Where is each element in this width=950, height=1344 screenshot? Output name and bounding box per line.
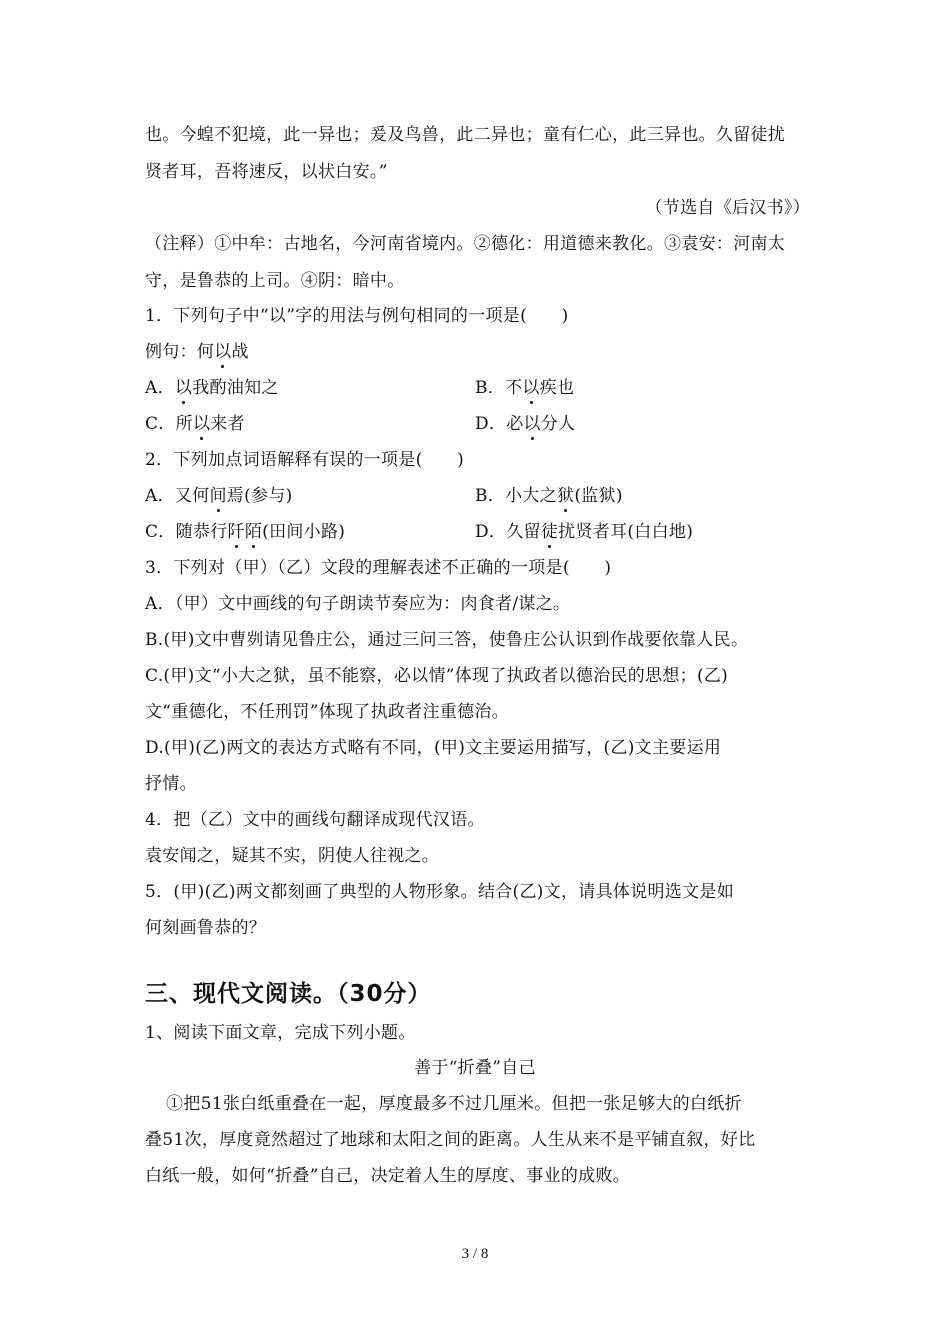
emphasis-dot: 阡: [227, 522, 245, 542]
annotation-line-2: 守，是鲁恭的上司。④阴：暗中。: [145, 271, 405, 291]
source-citation: （节选自《后汉书》）: [645, 198, 810, 218]
q1-option-b: B．不以疾也: [475, 378, 575, 398]
q2-option-d: D．久留徒扰贤者耳(白白地): [475, 522, 694, 542]
classical-text-line-1: 也。今蝗不犯境，此一异也；爰及鸟兽，此二异也；童有仁心，此三异也。久留徒扰: [145, 125, 786, 145]
section-intro: 1、阅读下面文章，完成下列小题。: [145, 1023, 416, 1043]
section-heading: 三、现代文阅读。（30分）: [145, 981, 432, 1007]
q2-option-b: B．小大之狱(监狱): [475, 486, 623, 506]
q1-example: 例句：何以战: [145, 342, 249, 362]
emphasis-dot: 以: [523, 414, 541, 434]
emphasis-dot: 以: [192, 414, 211, 434]
emphasis-dot: 以: [522, 378, 540, 398]
q3-line-5: D.(甲)(乙)两文的表达方式略有不同，(甲)文主要运用描写，(乙)文主要运用: [145, 738, 722, 758]
q3-line-3: C.(甲)文“小大之狱，虽不能察，必以情”体现了执政者以德治民的思想；(乙): [145, 666, 729, 686]
article-para-line-2: 叠51次，厚度竟然超过了地球和太阳之间的距离。人生从来不是平铺直叙，好比: [145, 1130, 756, 1150]
q5-line-1: 5．(甲)(乙)两文都刻画了典型的人物形象。结合(乙)文，请具体说明选文是如: [145, 882, 735, 902]
annotation-line-1: （注释）①中牟：古地名，今河南省境内。②德化：用道德来教化。③袁安：河南太: [145, 234, 786, 254]
emphasis-dot: 陌: [244, 522, 263, 542]
article-para-line-1: ①把51张白纸重叠在一起，厚度最多不过几厘米。但把一张足够大的白纸折: [166, 1094, 742, 1114]
q3-line-6: 抒情。: [145, 774, 197, 794]
q2-option-a: A．又何间焉(参与): [145, 486, 293, 506]
emphasis-dot: 以: [214, 342, 232, 362]
q1-option-c: C．所以来者: [145, 414, 245, 434]
q2-stem: 2．下列加点词语解释有误的一项是( ): [145, 450, 465, 470]
q3-line-1: A．（甲）文中画线的句子朗读节奏应为：肉食者/谋之。: [145, 594, 571, 614]
q4-stem: 4．把（乙）文中的画线句翻译成现代汉语。: [145, 810, 485, 830]
page-number: 3 / 8: [461, 1246, 489, 1262]
article-para-line-3: 白纸一般，如何“折叠”自己，决定着人生的厚度、事业的成败。: [145, 1166, 631, 1186]
emphasis-dot: 间: [209, 486, 227, 506]
q1-option-d: D．必以分人: [475, 414, 576, 434]
q3-stem: 3．下列对（甲）（乙）文段的理解表述不正确的一项是( ): [145, 558, 612, 578]
q1-option-a: A．以我酌油知之: [145, 378, 279, 398]
q3-line-4: 文“重德化，不任刑罚”体现了执政者注重德治。: [145, 702, 509, 722]
emphasis-dot: 徒: [540, 522, 559, 542]
q3-line-2: B.(甲)文中曹刿请见鲁庄公，通过三问三答，使鲁庄公认识到作战要依靠人民。: [145, 630, 749, 650]
classical-text-line-2: 贤者耳，吾将速反，以状白安。”: [145, 162, 388, 182]
emphasis-dot: 狱: [557, 486, 575, 506]
article-title: 善于“折叠”自己: [414, 1058, 536, 1078]
q2-option-c: C．随恭行阡陌(田间小路): [145, 522, 346, 542]
emphasis-dot: 以: [174, 378, 193, 398]
q1-stem: 1．下列句子中“以”字的用法与例句相同的一项是( ): [145, 306, 569, 326]
q5-line-2: 何刻画鲁恭的？: [145, 918, 267, 938]
q4-sentence: 袁安闻之，疑其不实，阴使人往视之。: [145, 846, 440, 866]
